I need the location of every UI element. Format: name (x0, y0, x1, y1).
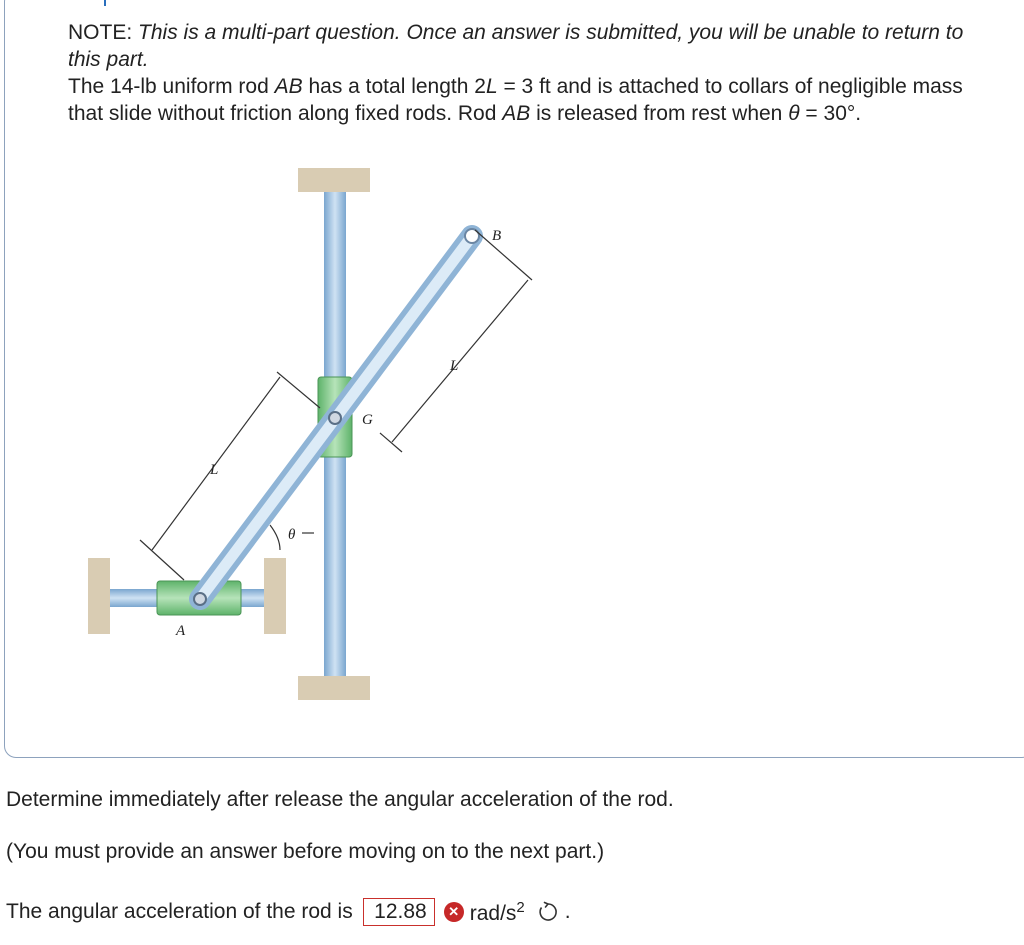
note-text: This is a multi-part question. Once an answer is submitted, you will be unable to return to this part. (68, 21, 964, 71)
right-support (264, 558, 286, 634)
answer-input[interactable] (363, 898, 435, 926)
problem-text (68, 73, 998, 127)
label-L-lower: L (210, 462, 219, 478)
problem-statement (68, 19, 998, 127)
length-symbol: L (485, 75, 498, 98)
unit-base: rad/s (469, 901, 517, 925)
label-theta: θ (288, 527, 296, 543)
rod-name: AB (274, 75, 303, 98)
left-support (88, 558, 110, 634)
clockwise-arrow-icon[interactable] (537, 901, 559, 923)
theta-symbol: θ (788, 102, 800, 125)
bottom-support (298, 676, 370, 700)
answer-prefix: The angular acceleration of the rod is (6, 900, 353, 923)
pin-A (194, 593, 206, 605)
label-B: B (492, 228, 502, 244)
instruction-text: (You must provide an answer before moving on to the next part.) (6, 840, 605, 863)
label-G: G (362, 412, 373, 428)
problem-text-3: = 3 ft and is attached to collars of negligible mass that slide without friction along fixed rods. Rod (68, 75, 963, 125)
note (68, 19, 998, 73)
error-x-icon: ✕ (444, 902, 464, 922)
label-A: A (176, 623, 186, 639)
note-prefix: NOTE: (68, 21, 133, 44)
pin-G (329, 412, 341, 424)
question-text: Determine immediately after release the angular acceleration of the rod. (6, 788, 674, 811)
answer-suffix: . (564, 900, 571, 923)
answer-units (470, 899, 525, 926)
problem-text-4: is released from rest when (530, 102, 789, 125)
label-L-upper: L (450, 358, 459, 374)
problem-text-1: The 14-lb uniform rod (68, 75, 275, 98)
problem-text-5: = 30°. (799, 102, 862, 125)
unit-exponent: 2 (516, 898, 525, 916)
theta-arc (270, 525, 280, 550)
answer-value: 12.88 (374, 900, 427, 923)
rod-name-2: AB (502, 102, 531, 125)
answer-row (6, 895, 571, 929)
rod-mechanism-figure (80, 160, 560, 710)
panel-top-marker (104, 0, 106, 6)
problem-text-2: has a total length 2 (302, 75, 486, 98)
top-support (298, 168, 370, 192)
